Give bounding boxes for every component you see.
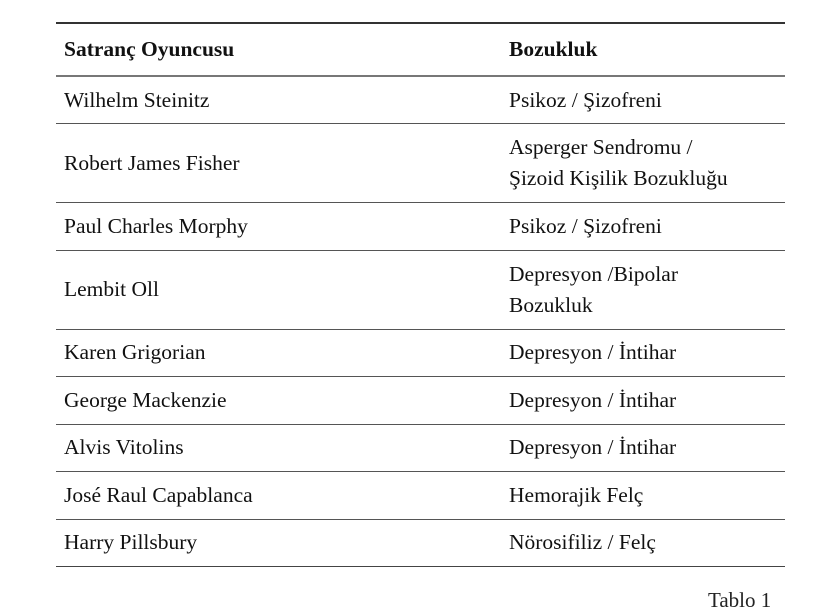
player-cell: George Mackenzie <box>56 377 501 425</box>
disorder-cell: Hemorajik Felç <box>501 472 785 520</box>
player-cell: Paul Charles Morphy <box>56 203 501 251</box>
disorder-cell: Psikoz / Şizofreni <box>501 76 785 124</box>
table-row <box>56 377 785 425</box>
table-row <box>56 472 785 520</box>
table-row <box>56 124 785 203</box>
player-cell: Wilhelm Steinitz <box>56 76 501 124</box>
disorder-line: Asperger Sendromu / <box>509 135 693 159</box>
table-row <box>56 76 785 124</box>
player-cell: Karen Grigorian <box>56 329 501 377</box>
table-row <box>56 203 785 251</box>
player-cell: Robert James Fisher <box>56 124 501 203</box>
player-cell: Lembit Oll <box>56 250 501 329</box>
disorder-line: Depresyon /Bipolar <box>509 261 678 286</box>
table-caption: Tablo 1 <box>708 588 772 612</box>
disorder-cell: Depresyon / İntihar <box>501 329 785 377</box>
header-disorder: Bozukluk <box>501 23 785 76</box>
table-header-row <box>56 23 785 76</box>
disorder-cell <box>501 124 785 203</box>
table-row <box>56 329 785 377</box>
player-cell: Alvis Vitolins <box>56 424 501 472</box>
table-row <box>56 519 785 567</box>
disorder-cell: Depresyon / İntihar <box>501 424 785 472</box>
header-player: Satranç Oyuncusu <box>56 23 501 76</box>
player-cell: Harry Pillsbury <box>56 519 501 567</box>
disorder-line: Bozukluk <box>509 292 593 317</box>
player-cell: José Raul Capablanca <box>56 472 501 520</box>
table-row <box>56 250 785 329</box>
disorder-line: Şizoid Kişilik Bozukluğu <box>509 166 728 190</box>
table-row <box>56 424 785 472</box>
disorder-cell <box>501 250 785 329</box>
disorder-cell: Nörosifiliz / Felç <box>501 519 785 567</box>
disorder-cell: Depresyon / İntihar <box>501 377 785 425</box>
disorder-cell: Psikoz / Şizofreni <box>501 203 785 251</box>
chess-players-disorders-table <box>56 22 785 567</box>
